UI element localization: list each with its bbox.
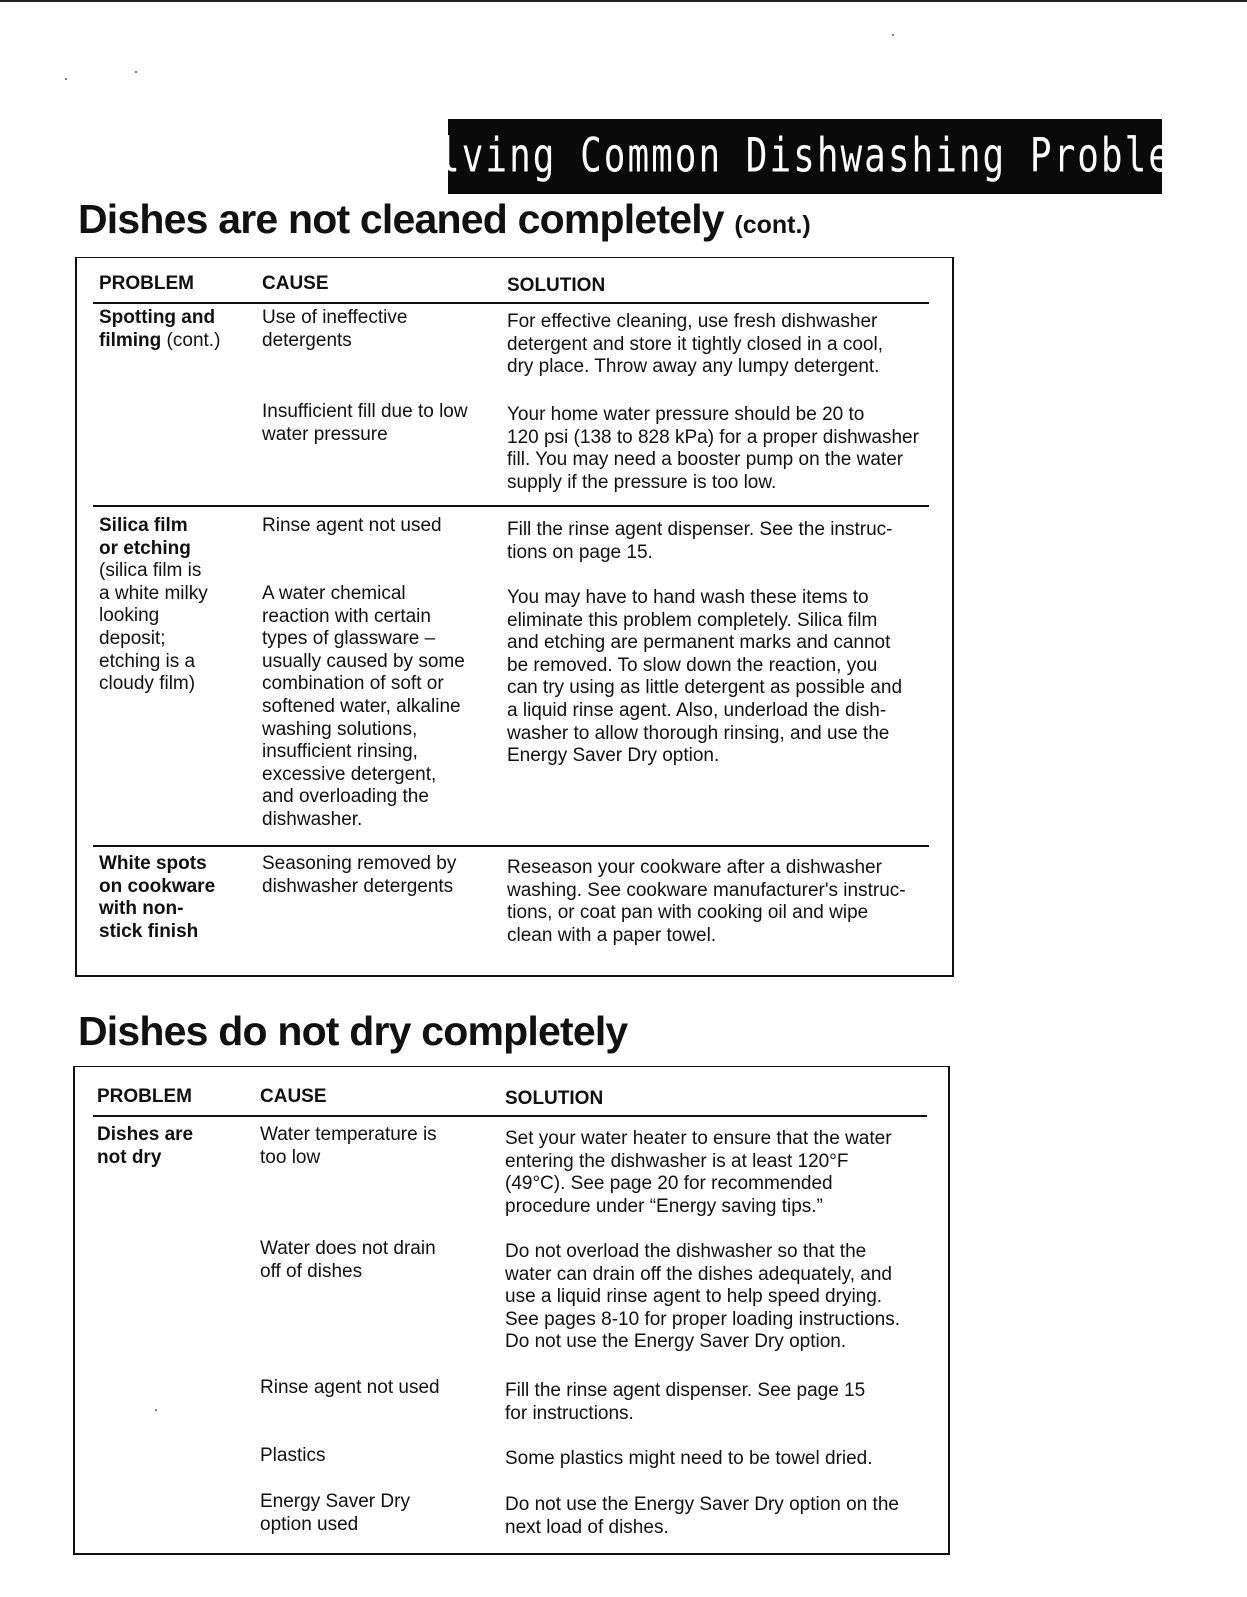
cause-rinse-agent-not-used: Rinse agent not used: [260, 1377, 440, 1398]
problem-label: Spotting and filming: [99, 307, 216, 351]
section-title-not-dry: Dishes do not dry completely: [78, 1008, 628, 1054]
cause-seasoning-removed: Seasoning removed by dishwasher detergents: [262, 853, 457, 897]
row-rule: [93, 505, 929, 507]
solution-fill-rinse-agent: Fill the rinse agent dispenser. See the instruc- tions on page 15.: [507, 519, 893, 563]
solution-skip-energy-saver-dry: Do not use the Energy Saver Dry option on the next load of dishes.: [505, 1494, 899, 1538]
header-rule: [93, 302, 929, 304]
cause-water-chemical-reaction: A water chemical reaction with certain types of glassware – usually caused by some combination of soft or softened water, alkaline washing solutions, insufficient rinsing, excessive detergent, and overloading the dishwasher.: [262, 583, 465, 830]
cause-rinse-agent-not-used: Rinse agent not used: [262, 515, 442, 536]
problem-note: (cont.): [161, 329, 221, 351]
solution-fresh-detergent: For effective cleaning, use fresh dishwasher detergent and store it tightly closed in a cool, dry place. Throw away any lumpy detergent.: [507, 311, 884, 378]
column-header-solution: SOLUTION: [507, 275, 606, 296]
column-header-solution: SOLUTION: [505, 1088, 604, 1109]
column-header-problem: PROBLEM: [97, 1086, 192, 1107]
cause-ineffective-detergents: Use of ineffective detergents: [262, 307, 408, 351]
scan-speck: [65, 78, 67, 80]
solution-water-pressure: Your home water pressure should be 20 to 120 psi (138 to 828 kPa) for a proper dishwasher fill. You may need a booster pump on the water supply if the pressure is too low.: [507, 404, 919, 493]
problem-dishes-not-dry: Dishes are not dry: [97, 1124, 194, 1168]
problem-label: Silica film or etching: [99, 515, 191, 559]
section-title-text: Dishes are not cleaned completely: [78, 196, 724, 242]
header-rule: [93, 1115, 927, 1117]
problem-silica-film-etching: [99, 515, 208, 696]
problem-white-spots: White spots on cookware with non- stick finish: [99, 853, 216, 942]
section-title-suffix: (cont.): [734, 211, 811, 239]
solution-fill-rinse-agent: Fill the rinse agent dispenser. See page 15 for instructions.: [505, 1380, 866, 1424]
cause-energy-saver-dry: Energy Saver Dry option used: [260, 1491, 410, 1535]
cause-water-does-not-drain: Water does not drain off of dishes: [260, 1238, 436, 1282]
cause-plastics: Plastics: [260, 1445, 326, 1466]
cause-low-water-pressure: Insufficient fill due to low water pressure: [262, 401, 468, 445]
column-header-cause: CAUSE: [262, 273, 329, 294]
problem-spotting-filming: [99, 307, 220, 352]
section-banner: [390, 119, 1220, 194]
solution-reseason-cookware: Reseason your cookware after a dishwasher washing. See cookware manufacturer's instruc- tions, or coat pan with cooking oil and wipe clean with a paper towel.: [507, 857, 906, 946]
page-top-rule: [0, 0, 1247, 2]
solution-towel-dry-plastics: Some plastics might need to be towel dried.: [505, 1448, 873, 1469]
row-rule: [93, 845, 929, 847]
column-header-problem: PROBLEM: [99, 273, 194, 294]
problem-note: (silica film is a white milky looking deposit; etching is a cloudy film): [99, 560, 208, 695]
solution-do-not-overload: Do not overload the dishwasher so that the water can drain off the dishes adequately, and use a liquid rinse agent to help speed drying. See pages 8-10 for proper loading instructions. Do not use the Energy Saver Dry option.: [505, 1241, 901, 1353]
scan-speck: [892, 34, 894, 36]
column-header-cause: CAUSE: [260, 1086, 327, 1107]
solution-water-heater: Set your water heater to ensure that the water entering the dishwasher is at least 120°F (49°C). See page 20 for recommended procedure under “Energy saving tips.”: [505, 1128, 892, 1217]
section-title-not-cleaned: [78, 196, 811, 243]
cause-water-temperature-low: Water temperature is too low: [260, 1124, 437, 1168]
solution-hand-wash: You may have to hand wash these items to eliminate this problem completely. Silica film and etching are permanent marks and cannot be removed. To slow down the reaction, you can try using as little detergent as possible and a liquid rinse agent. Also, underload the dish- washer to allow thorough rinsing, and use the Energy Saver Dry option.: [507, 587, 903, 767]
scan-speck: [135, 71, 137, 73]
banner-title: Solving Common Dishwashing Problems: [390, 129, 1220, 184]
